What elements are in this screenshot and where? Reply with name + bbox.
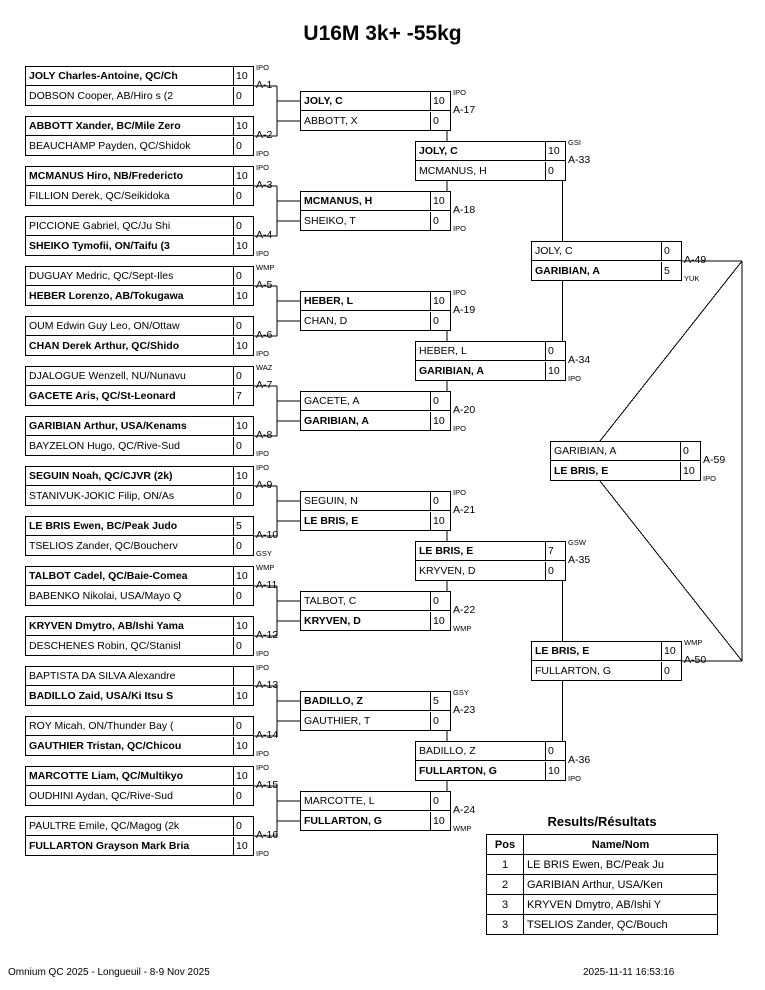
competitor-score: 10 — [233, 737, 253, 756]
competitor-score: 5 — [430, 692, 450, 711]
competitor-score: 0 — [661, 242, 681, 261]
competitor-name: BADILLO Zaid, USA/Ki Itsu S — [29, 690, 174, 702]
competitor-score: 0 — [233, 587, 253, 606]
match-box — [300, 491, 451, 531]
result-type-note: IPO — [453, 424, 466, 433]
competitor-name: DJALOGUE Wenzell, NU/Nunavu — [26, 367, 253, 386]
competitor-score: 10 — [661, 642, 681, 661]
competitor-name: CHAN Derek Arthur, QC/Shido — [29, 340, 180, 352]
competitor-score: 0 — [430, 492, 450, 511]
match-box — [300, 191, 451, 231]
competitor-name: STANIVUK-JOKIC Filip, ON/As — [29, 490, 175, 502]
competitor-score: 0 — [233, 437, 253, 456]
match-label: A-24 — [453, 804, 476, 816]
competitor-score: 0 — [430, 792, 450, 811]
competitor-score: 10 — [233, 467, 253, 486]
competitor-name: FULLARTON, G — [535, 665, 612, 677]
competitor-name: DOBSON Cooper, AB/Hiro s (2 — [29, 90, 174, 102]
result-type-note: IPO — [256, 649, 269, 658]
match-label: A-1 — [256, 79, 273, 91]
match-label: A-50 — [684, 654, 707, 666]
competitor-name: CHAN, D — [304, 315, 348, 327]
competitor-name: OUDHINI Aydan, QC/Rive-Sud — [29, 790, 173, 802]
competitor-name: BABENKO Nikolai, USA/Mayo Q — [29, 590, 182, 602]
result-type-note: WMP — [453, 624, 472, 633]
competitor-score: 0 — [233, 537, 253, 556]
match-label: A-21 — [453, 504, 476, 516]
result-type-note: IPO — [256, 149, 269, 158]
match-box — [300, 291, 451, 331]
result-type-note: IPO — [256, 763, 269, 772]
competitor-score: 10 — [545, 762, 565, 781]
bracket-connector — [600, 261, 742, 441]
match-label: A-18 — [453, 204, 476, 216]
match-box — [25, 116, 254, 156]
competitor-score: 10 — [430, 612, 450, 631]
match-label: A-20 — [453, 404, 476, 416]
result-type-note: GSW — [568, 538, 586, 547]
match-box — [25, 516, 254, 556]
competitor-name: LE BRIS, E — [416, 542, 565, 561]
result-type-note: IPO — [256, 249, 269, 258]
competitor-score: 10 — [233, 237, 253, 256]
competitor-name: BAYZELON Hugo, QC/Rive-Sud — [29, 440, 180, 452]
competitor-score: 0 — [430, 112, 450, 131]
match-box — [25, 816, 254, 856]
competitor-score: 0 — [680, 442, 700, 461]
match-box — [25, 416, 254, 456]
match-box — [25, 466, 254, 506]
match-label: A-16 — [256, 829, 279, 841]
competitor-score: 10 — [233, 567, 253, 586]
competitor-score: 0 — [233, 367, 253, 386]
result-type-note: IPO — [453, 88, 466, 97]
competitor-score: 0 — [430, 712, 450, 731]
results-name: TSELIOS Zander, QC/Bouch — [524, 915, 718, 935]
result-type-note: WMP — [256, 563, 275, 572]
match-box — [25, 266, 254, 306]
competitor-score: 0 — [430, 312, 450, 331]
competitor-name: TALBOT, C — [301, 592, 450, 611]
competitor-name: GARIBIAN Arthur, USA/Kenams — [26, 417, 253, 436]
result-type-note: IPO — [256, 449, 269, 458]
competitor-score: 0 — [661, 662, 681, 681]
competitor-score: 0 — [430, 392, 450, 411]
match-label: A-23 — [453, 704, 476, 716]
result-type-note: IPO — [256, 749, 269, 758]
competitor-name: ABBOTT Xander, BC/Mile Zero — [26, 117, 253, 136]
competitor-score: 0 — [233, 717, 253, 736]
competitor-score: 10 — [233, 167, 253, 186]
competitor-name: KRYVEN, D — [419, 565, 476, 577]
result-type-note: IPO — [453, 488, 466, 497]
competitor-name: JOLY, C — [416, 142, 565, 161]
competitor-score: 0 — [233, 267, 253, 286]
result-type-note: YUK — [684, 274, 700, 283]
competitor-score: 0 — [430, 212, 450, 231]
footer-timestamp: 2025-11-11 16:53:16 — [583, 967, 675, 978]
competitor-name: ABBOTT, X — [304, 115, 358, 127]
result-type-note: IPO — [568, 374, 581, 383]
results-title: Results/Résultats — [547, 814, 657, 829]
results-row — [487, 915, 718, 935]
competitor-score: 0 — [233, 317, 253, 336]
results-row — [487, 895, 718, 915]
competitor-score: 10 — [233, 117, 253, 136]
match-label: A-15 — [256, 779, 279, 791]
competitor-score: 10 — [430, 512, 450, 531]
competitor-name: MARCOTTE Liam, QC/Multikyo — [26, 767, 253, 786]
match-box — [25, 766, 254, 806]
result-type-note: IPO — [256, 63, 269, 72]
results-header-pos: Pos — [487, 835, 524, 855]
competitor-name: DUGUAY Medric, QC/Sept-Iles — [26, 267, 253, 286]
competitor-name: ROY Micah, ON/Thunder Bay ( — [26, 717, 253, 736]
results-row — [487, 855, 718, 875]
competitor-score: 0 — [233, 187, 253, 206]
competitor-name: GARIBIAN, A — [551, 442, 700, 461]
match-label: A-2 — [256, 129, 273, 141]
competitor-name: FILLION Derek, QC/Seikidoka — [29, 190, 170, 202]
competitor-score: 10 — [233, 767, 253, 786]
competitor-score: 10 — [430, 292, 450, 311]
competitor-score: 7 — [545, 542, 565, 561]
competitor-name: FULLARTON Grayson Mark Bria — [29, 840, 190, 852]
competitor-name: BADILLO, Z — [301, 692, 450, 711]
competitor-name: GAUTHIER, T — [304, 715, 371, 727]
competitor-score: 10 — [233, 617, 253, 636]
result-type-note: WMP — [684, 638, 703, 647]
competitor-score: 10 — [233, 337, 253, 356]
results-row — [487, 875, 718, 895]
match-box — [25, 166, 254, 206]
results-header-name: Name/Nom — [524, 835, 718, 855]
competitor-name: LE BRIS, E — [532, 642, 681, 661]
competitor-name: HEBER, L — [416, 342, 565, 361]
match-box — [550, 441, 701, 481]
competitor-score: 0 — [545, 342, 565, 361]
result-type-note: IPO — [256, 663, 269, 672]
competitor-name: MCMANUS, H — [419, 165, 487, 177]
result-type-note: IPO — [256, 349, 269, 358]
results-pos: 1 — [487, 855, 524, 875]
result-type-note: IPO — [568, 774, 581, 783]
competitor-score: 0 — [545, 742, 565, 761]
match-label: A-9 — [256, 479, 273, 491]
match-box — [25, 566, 254, 606]
result-type-note: IPO — [256, 163, 269, 172]
competitor-score: 10 — [430, 412, 450, 431]
match-label: A-35 — [568, 554, 591, 566]
competitor-name: GARIBIAN, A — [304, 415, 369, 427]
competitor-name: SHEIKO, T — [304, 215, 356, 227]
competitor-name: TALBOT Cadel, QC/Baie-Comea — [26, 567, 253, 586]
competitor-score: 7 — [233, 387, 253, 406]
competitor-score: 0 — [430, 592, 450, 611]
bracket-connector — [600, 481, 742, 661]
competitor-name: MCMANUS Hiro, NB/Fredericto — [26, 167, 253, 186]
competitor-name: PAULTRE Emile, QC/Magog (2k — [26, 817, 253, 836]
footer-event: Omnium QC 2025 - Longueuil - 8-9 Nov 2025 — [8, 967, 210, 978]
match-box — [25, 616, 254, 656]
match-label: A-6 — [256, 329, 273, 341]
competitor-score: 0 — [233, 787, 253, 806]
competitor-score: 0 — [233, 637, 253, 656]
match-box — [25, 716, 254, 756]
match-box — [415, 341, 566, 381]
competitor-score: 0 — [545, 162, 565, 181]
result-type-note: GSI — [568, 138, 581, 147]
competitor-name: SEGUIN Noah, QC/CJVR (2k) — [26, 467, 253, 486]
results-name: GARIBIAN Arthur, USA/Ken — [524, 875, 718, 895]
competitor-name: BAPTISTA DA SILVA Alexandre — [26, 667, 253, 686]
result-type-note: IPO — [256, 463, 269, 472]
competitor-name: MCMANUS, H — [301, 192, 450, 211]
results-name: KRYVEN Dmytro, AB/Ishi Y — [524, 895, 718, 915]
competitor-score: 0 — [233, 87, 253, 106]
match-box — [25, 316, 254, 356]
match-box — [300, 691, 451, 731]
competitor-score: 10 — [233, 417, 253, 436]
result-type-note: IPO — [453, 288, 466, 297]
match-label: A-3 — [256, 179, 273, 191]
match-label: A-5 — [256, 279, 273, 291]
match-label: A-22 — [453, 604, 476, 616]
match-label: A-33 — [568, 154, 591, 166]
competitor-score: 10 — [545, 142, 565, 161]
result-type-note: IPO — [256, 849, 269, 858]
competitor-score — [233, 667, 253, 686]
competitor-name: PICCIONE Gabriel, QC/Ju Shi — [26, 217, 253, 236]
match-label: A-4 — [256, 229, 273, 241]
match-label: A-14 — [256, 729, 279, 741]
competitor-score: 0 — [233, 137, 253, 156]
competitor-name: GARIBIAN, A — [419, 365, 484, 377]
match-label: A-10 — [256, 529, 279, 541]
competitor-name: HEBER, L — [301, 292, 450, 311]
competitor-name: SEGUIN, N — [301, 492, 450, 511]
competitor-name: FULLARTON, G — [304, 815, 382, 827]
match-box — [415, 541, 566, 581]
competitor-name: BEAUCHAMP Payden, QC/Shidok — [29, 140, 191, 152]
results-name: LE BRIS Ewen, BC/Peak Ju — [524, 855, 718, 875]
match-label: A-36 — [568, 754, 591, 766]
competitor-score: 10 — [233, 287, 253, 306]
competitor-name: GACETE Aris, QC/St-Leonard — [29, 390, 176, 402]
competitor-name: JOLY Charles-Antoine, QC/Ch — [26, 67, 253, 86]
match-label: A-11 — [256, 579, 278, 591]
competitor-name: BADILLO, Z — [416, 742, 565, 761]
match-box — [300, 391, 451, 431]
competitor-score: 10 — [233, 67, 253, 86]
competitor-name: KRYVEN, D — [304, 615, 361, 627]
result-type-note: GSY — [453, 688, 469, 697]
competitor-name: GAUTHIER Tristan, QC/Chicou — [29, 740, 182, 752]
competitor-name: MARCOTTE, L — [301, 792, 450, 811]
competitor-score: 10 — [680, 462, 700, 481]
competitor-score: 5 — [661, 262, 681, 281]
competitor-name: HEBER Lorenzo, AB/Tokugawa — [29, 290, 184, 302]
competitor-score: 10 — [233, 687, 253, 706]
competitor-name: JOLY, C — [301, 92, 450, 111]
competitor-name: LE BRIS, E — [304, 515, 359, 527]
competitor-score: 10 — [545, 362, 565, 381]
competitor-name: SHEIKO Tymofii, ON/Taifu (3 — [29, 240, 170, 252]
match-label: A-7 — [256, 379, 273, 391]
results-table — [486, 834, 718, 935]
match-box — [415, 141, 566, 181]
competitor-score: 0 — [233, 487, 253, 506]
competitor-name: DESCHENES Robin, QC/Stanisl — [29, 640, 181, 652]
result-type-note: GSY — [256, 549, 272, 558]
results-header-row — [487, 835, 718, 855]
match-label: A-17 — [453, 104, 476, 116]
result-type-note: WMP — [453, 824, 472, 833]
match-label: A-19 — [453, 304, 476, 316]
match-box — [25, 66, 254, 106]
competitor-name: OUM Edwin Guy Leo, ON/Ottaw — [26, 317, 253, 336]
competitor-name: TSELIOS Zander, QC/Boucherv — [29, 540, 178, 552]
match-box — [25, 216, 254, 256]
competitor-score: 0 — [233, 217, 253, 236]
match-box — [25, 366, 254, 406]
competitor-name: GACETE, A — [301, 392, 450, 411]
competitor-name: JOLY, C — [532, 242, 681, 261]
match-label: A-13 — [256, 679, 279, 691]
page-title: U16M 3k+ -55kg — [303, 22, 462, 45]
match-box — [300, 791, 451, 831]
result-type-note: WMP — [256, 263, 275, 272]
match-box — [531, 241, 682, 281]
competitor-name: FULLARTON, G — [419, 765, 497, 777]
match-box — [300, 91, 451, 131]
match-label: A-49 — [684, 254, 707, 266]
competitor-name: GARIBIAN, A — [535, 265, 600, 277]
competitor-name: LE BRIS Ewen, BC/Peak Judo — [26, 517, 253, 536]
results-pos: 3 — [487, 895, 524, 915]
match-label: A-59 — [703, 454, 726, 466]
results-pos: 3 — [487, 915, 524, 935]
competitor-score: 0 — [545, 562, 565, 581]
competitor-score: 10 — [430, 92, 450, 111]
match-box — [25, 666, 254, 706]
competitor-score: 0 — [233, 817, 253, 836]
result-type-note: WAZ — [256, 363, 273, 372]
competitor-name: LE BRIS, E — [554, 465, 609, 477]
competitor-score: 10 — [430, 192, 450, 211]
match-box — [531, 641, 682, 681]
match-label: A-8 — [256, 429, 273, 441]
result-type-note: IPO — [453, 224, 466, 233]
competitor-score: 5 — [233, 517, 253, 536]
match-box — [300, 591, 451, 631]
results-pos: 2 — [487, 875, 524, 895]
result-type-note: IPO — [703, 474, 716, 483]
match-label: A-12 — [256, 629, 279, 641]
competitor-score: 10 — [430, 812, 450, 831]
competitor-score: 10 — [233, 837, 253, 856]
competitor-name: KRYVEN Dmytro, AB/Ishi Yama — [26, 617, 253, 636]
match-box — [415, 741, 566, 781]
match-label: A-34 — [568, 354, 591, 366]
